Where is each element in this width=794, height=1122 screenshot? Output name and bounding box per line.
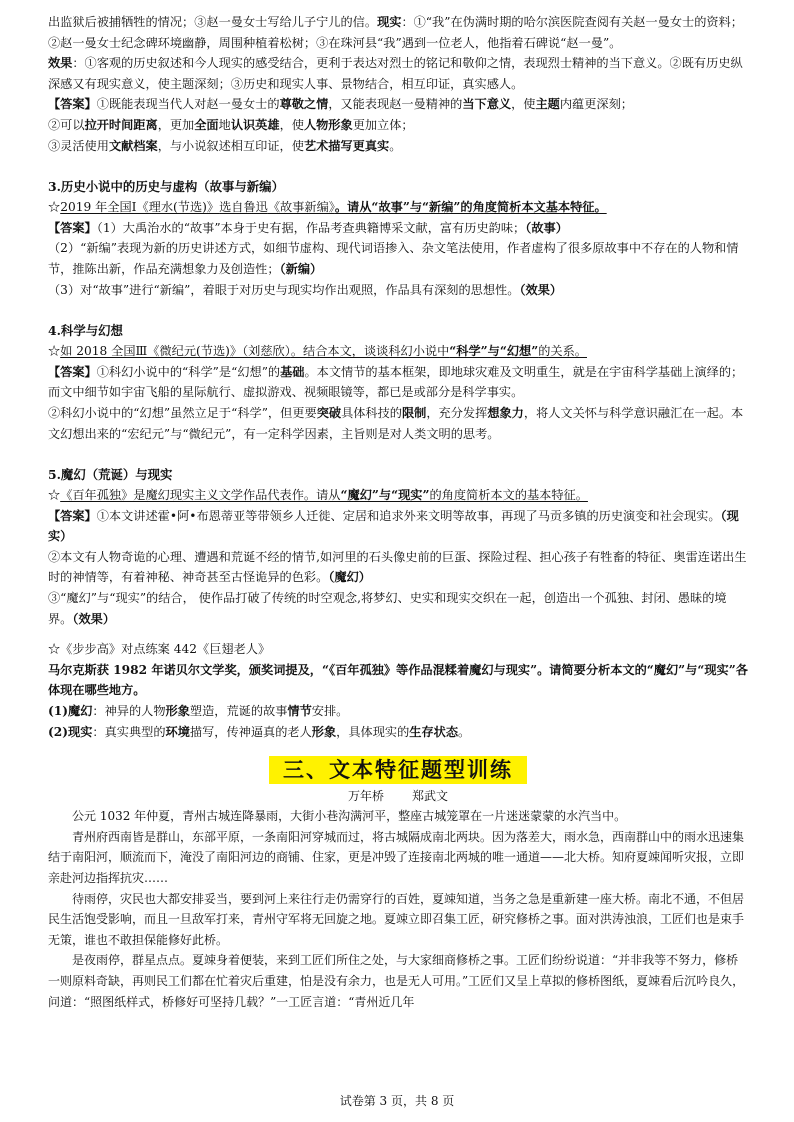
section-5-answer-2: ②本文有人物奇诡的心理、遭遇和荒诞不经的情节,如河里的石头像史前的巨蛋、探险过程、担心孩子有牲畜的特征、奥雷连诺出生时的神情等，有着神秘、神奇甚至古怪诡异的色彩。（魔幻） — [48, 549, 747, 585]
section-title-wrap — [48, 756, 748, 784]
section-4-question: ☆如 2018 全国Ⅲ《微纪元(节选)》（刘慈欣）。结合本文，谈谈科幻小说中“科学”与“幻想”的关系。 — [48, 344, 587, 359]
section-4-heading: 4.科学与幻想 — [48, 323, 123, 339]
section-5-heading: 5.魔幻（荒诞）与现实 — [48, 467, 173, 483]
story-byline — [48, 786, 748, 806]
section-5-question: ☆《百年孤独》是魔幻现实主义文学作品代表作。请从“魔幻”与“现实”的角度简析本文的基本特征。 — [48, 488, 588, 503]
extra-question: 马尔克斯获 1982 年诺贝尔文学奖，颁奖词提及，“《百年孤独》等作品混糅着魔幻与现实”。请简要分析本文的“魔幻”与“现实”各体现在哪些地方。 — [48, 662, 748, 698]
answer-line-1: 【答案】①既能表现当代人对赵一曼女士的尊敬之情，又能表现赵一曼精神的当下意义，使主题内蕴更深刻； — [48, 97, 633, 112]
answer-line-2: ②可以拉开时间距离，更加全面地认识英雄，使人物形象更加立体； — [48, 117, 414, 132]
section-3-heading: 3.历史小说中的历史与虚构（故事与新编） — [48, 179, 284, 195]
section-title: 三、文本特征题型训练 — [269, 756, 527, 784]
section-4-answer-1: 【答案】①科幻小说中的“科学”是“幻想”的基础。本文情节的基本框架，即地球灾难及文明重生，就是在宇宙科学基础上演绎的；而文中细节如宇宙飞船的星际航行、虚拟游戏、视频眼镜等，都已是或部分是科学事实。 — [48, 364, 744, 400]
page-footer: 试卷第 3 页，共 8 页 — [339, 1094, 455, 1108]
story-paragraph: 公元 1032 年仲夏，青州古城连降暴雨，大街小巷沟满河平，整座古城笼罩在一片迷迷蒙蒙的水汽当中。 — [72, 809, 627, 824]
section-4-answer-2: ②科幻小说中的“幻想”虽然立足于“科学”，但更要突破具体科技的限制，充分发挥想象力，将人文关怀与科学意识融汇在一起。本文幻想出来的“宏纪元”与“微纪元”，有一定科学因素，主旨则是对人类文明的思考。 — [48, 405, 744, 441]
story-title: 万年桥 — [347, 789, 384, 804]
answer-line-3: ③灵活使用文献档案，与小说叙述相互印证，使艺术描写更真实。 — [48, 138, 402, 153]
story-paragraph: 待雨停，灾民也大都安排妥当，要到河上来往行走仍需穿行的百姓，夏竦知道，当务之急是重新建一座大桥。南北不通，不但居民生活饱受影响，而且一旦敌军打来，青州守军将无回旋之地。夏竦立即召集工匠，研究修桥之事。面对洪涛浊浪，工匠们也是束手无策，谁也不敢担保能修好此桥。 — [48, 891, 745, 947]
section-5-answer-1: 【答案】①本文讲述霍•阿•布恩蒂亚等带领乡人迁徙、定居和追求外来文明等故事，再现了马贡多镇的历史演变和社会现实。（现实） — [48, 508, 739, 544]
section-3-answer-1: 【答案】（1）大禹治水的“故事”本身于史有据，作品考查典籍博采文献，富有历史韵味；（故事） — [48, 220, 568, 235]
section-5-answer-3: ③“魔幻”与“现实”的结合， 使作品打破了传统的时空观念,将梦幻、史实和现实交织在一起，创造出一个孤独、封闭、愚昧的境界。（效果） — [48, 591, 727, 626]
paragraph-reality: 出监狱后被捕牺牲的情况；③赵一曼女士写给儿子宁儿的信。现实：①“我”在伪满时期的哈尔滨医院查阅有关赵一曼女士的资料；②赵一曼女士纪念碑环境幽静，周围种植着松树；③在珠河县“我”遇到一位老人，他指着石碑说“赵一曼”。 — [48, 15, 743, 50]
document-page — [48, 12, 748, 1012]
extra-answer-1: (1)魔幻：神异的人物形象塑造，荒诞的故事情节安排。 — [48, 704, 349, 719]
section-3-answer-2: （2）“新编”表现为新的历史讲述方式，如细节虚构、现代词语掺入、杂文笔法使用，作者虚构了很多原故事中不存在的人物和情节，推陈出新，作品充满想象力及创造性；（新编） — [48, 241, 739, 276]
story-paragraph: 是夜雨停，群星点点。夏竦身着便装，来到工匠们所住之处，与大家细商修桥之事。工匠们纷纷说道：“并非我等不努力，修桥一则原料奇缺，再则民工们都在忙着灾后重建，怕是没有余力，也是无人可用。”工匠们又呈上草拟的修桥图纸，夏竦看后沉吟良久，问道：“照图纸样式，桥修好可坚持几载？”一工匠言道：“青州近几年 — [48, 953, 745, 1009]
section-3-question: ☆2019 年全国Ⅰ《理水(节选)》选自鲁迅《故事新编》。请从“故事”与“新编”的角度简析本文基本特征。 — [48, 200, 607, 215]
paragraph-effect: 效果：①客观的历史叙述和今人现实的感受结合，更利于表达对烈士的铭记和敬仰之情，表现烈士精神的当下意义。②既有历史纵深感又有现实意义，使主题深刻；③历史和现实人事、景物结合，相互印证，真实感人。 — [48, 56, 743, 91]
extra-answer-2: (2)现实：真实典型的环境描写，传神逼真的老人形象，具体现实的生存状态。 — [48, 724, 471, 739]
extra-reference: ☆《步步高》对点练案 442《巨翅老人》 — [48, 642, 271, 657]
story-paragraph: 青州府西南皆是群山，东部平原，一条南阳河穿城而过，将古城隔成南北两块。因为落差大，雨水急，西南群山中的雨水迅速集结于南阳河，顺流而下，淹没了南阳河边的商铺、住家，更是冲毁了连接南北两城的唯一通道——北大桥。知府夏竦闻听灾报，立即亲赴河边指挥抗灾…… — [48, 829, 745, 885]
section-3-answer-3: （3）对“故事”进行“新编”，着眼于对历史与现实均作出观照，作品具有深刻的思想性。（效果） — [48, 282, 563, 297]
story-author: 郑武文 — [412, 789, 449, 804]
